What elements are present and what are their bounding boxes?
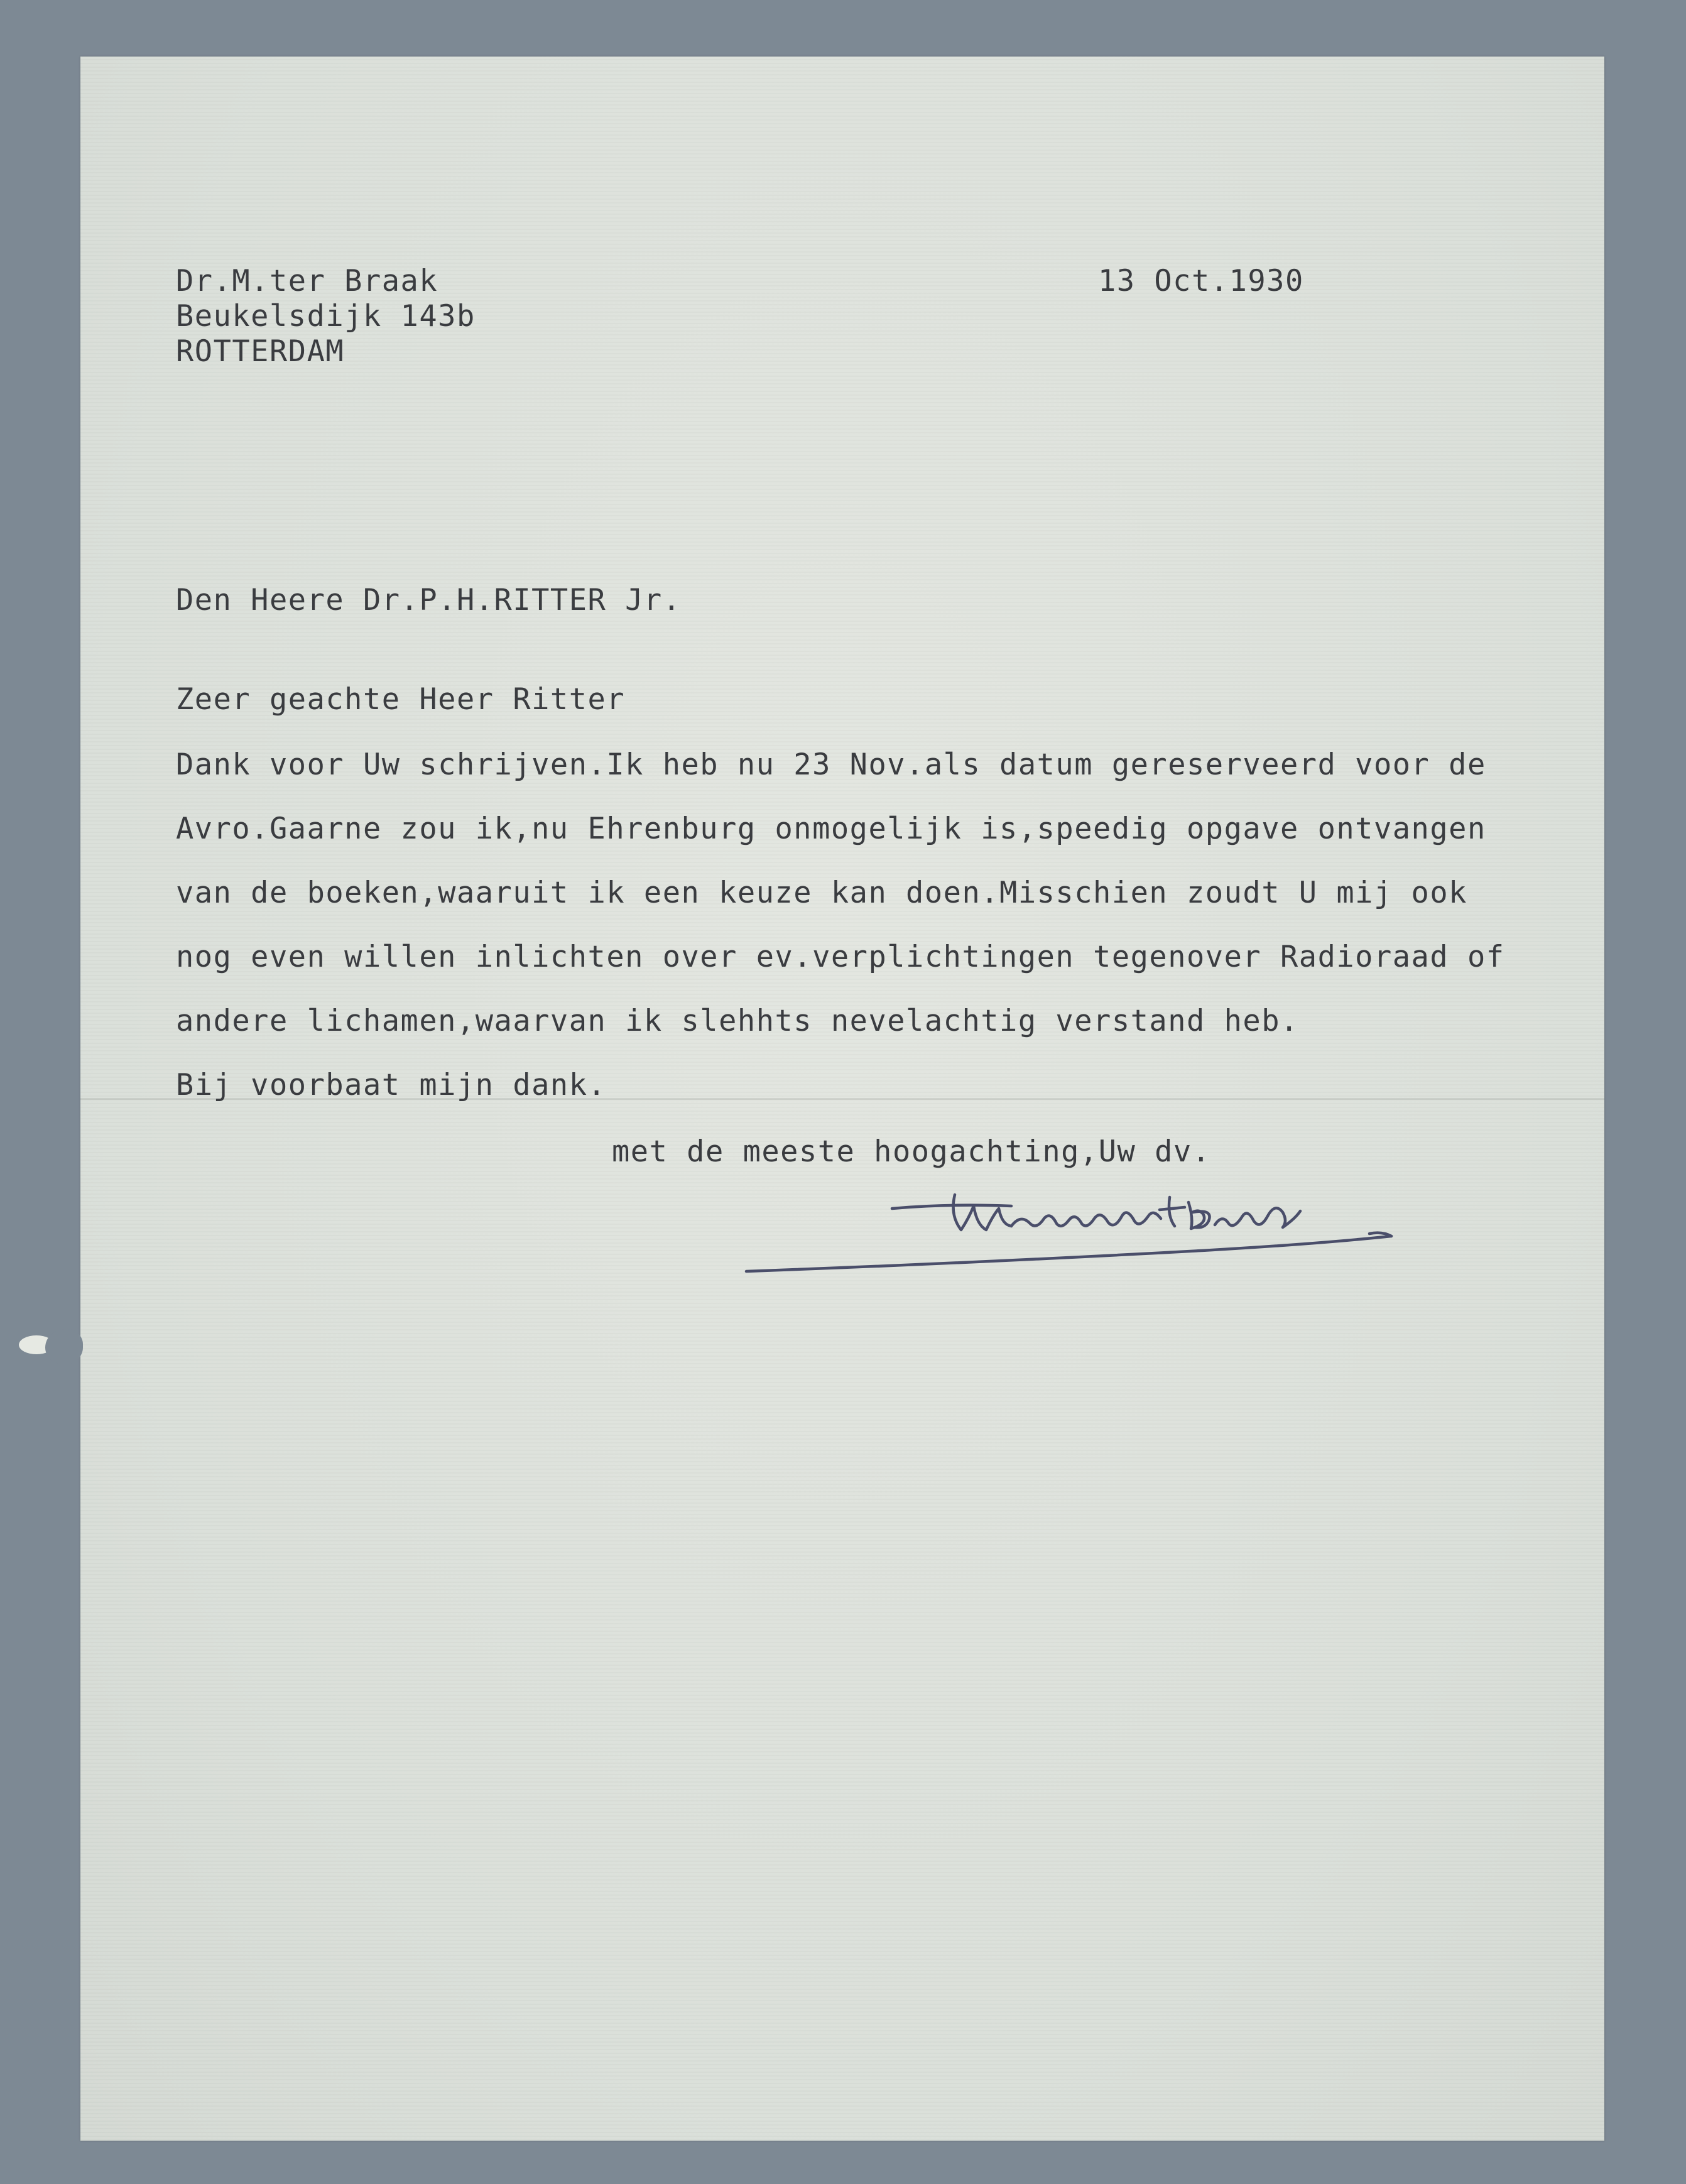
body-line: Dank voor Uw schrijven.Ik heb nu 23 Nov.als datum gereserveerd voor de [176,747,1486,782]
body-line: nog even willen inlichten over ev.verplichtingen tegenover Radioraad of [176,940,1505,974]
sender-name: Dr.M.ter Braak [176,264,438,298]
sender-city: ROTTERDAM [176,334,345,369]
body-line: van de boeken,waaruit ik een keuze kan doen.Misschien zoudt U mij ook [176,876,1467,910]
recipient: Den Heere Dr.P.H.RITTER Jr. [176,583,682,617]
punch-hole-lower [45,1329,83,1364]
sender-street: Beukelsdijk 143b [176,299,476,334]
body-line: andere lichamen,waarvan ik slehhts nevelachtig verstand heb. [176,1004,1299,1038]
letter-date: 13 Oct.1930 [1098,264,1304,298]
signature [660,1156,1426,1307]
body-line: Avro.Gaarne zou ik,nu Ehrenburg onmogelijk is,speedig opgave ontvangen [176,812,1486,846]
punch-hole-upper [41,729,73,765]
salutation: Zeer geachte Heer Ritter [176,682,626,717]
body-line: Bij voorbaat mijn dank. [176,1068,607,1102]
closing: met de meeste hoogachting,Uw dv. [612,1134,1211,1169]
